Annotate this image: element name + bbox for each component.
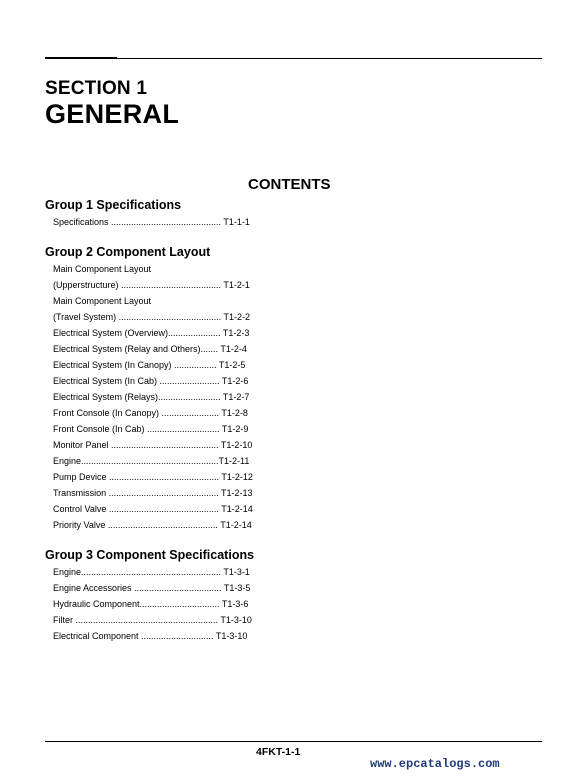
toc-entry[interactable]: Electrical System (Relay and Others)....... T1-2-4 bbox=[53, 344, 247, 354]
toc-entry[interactable]: Monitor Panel ........................................... T1-2-10 bbox=[53, 440, 253, 450]
toc-entry[interactable]: Front Console (In Cab) ............................. T1-2-9 bbox=[53, 424, 249, 434]
toc-group-3 bbox=[45, 547, 285, 644]
toc-entry[interactable]: Specifications ............................................ T1-1-1 bbox=[53, 217, 250, 227]
top-rule bbox=[45, 58, 542, 59]
toc-entry[interactable]: Electrical System (In Cab) ........................ T1-2-6 bbox=[53, 376, 249, 386]
toc-entry[interactable]: (Upperstructure) ........................................ T1-2-1 bbox=[53, 280, 250, 290]
toc-group-2 bbox=[45, 244, 285, 533]
group-title: Group 2 Component Layout bbox=[45, 245, 211, 259]
toc-entry[interactable]: Engine.......................................................T1-2-11 bbox=[53, 456, 250, 466]
table-of-contents bbox=[45, 197, 285, 644]
toc-entry[interactable]: Electrical System (Relays)......................... T1-2-7 bbox=[53, 392, 250, 402]
footer-rule bbox=[45, 741, 542, 742]
toc-entry[interactable]: Engine........................................................ T1-3-1 bbox=[53, 567, 250, 577]
group-title: Group 1 Specifications bbox=[45, 198, 182, 212]
section-label: SECTION 1 bbox=[45, 78, 148, 99]
toc-entry[interactable]: (Travel System) ......................................... T1-2-2 bbox=[53, 312, 251, 322]
toc-entry[interactable]: Electrical System (Overview)..................... T1-2-3 bbox=[53, 328, 250, 338]
toc-group-1 bbox=[45, 197, 285, 230]
toc-entry[interactable]: Hydraulic Component................................ T1-3-6 bbox=[53, 599, 249, 609]
toc-entry[interactable]: Priority Valve ............................................ T1-2-14 bbox=[53, 520, 252, 530]
toc-entry[interactable]: Electrical System (In Canopy) ................. T1-2-5 bbox=[53, 360, 246, 370]
toc-entry[interactable]: Transmission ............................................ T1-2-13 bbox=[53, 488, 253, 498]
toc-entry[interactable]: Engine Accessories ................................... T1-3-5 bbox=[53, 583, 251, 593]
section-title: GENERAL bbox=[45, 99, 180, 129]
group-title: Group 3 Component Specifications bbox=[45, 548, 255, 562]
page-id: 4FKT-1-1 bbox=[256, 746, 301, 758]
toc-entry[interactable]: Filter ......................................................... T1-3-10 bbox=[53, 615, 252, 625]
toc-entry[interactable]: Control Valve ............................................ T1-2-14 bbox=[53, 504, 253, 514]
toc-entry[interactable]: Main Component Layout bbox=[53, 296, 152, 306]
toc-entry[interactable]: Pump Device ............................................ T1-2-12 bbox=[53, 472, 253, 482]
watermark: www.epcatalogs.com bbox=[370, 757, 500, 771]
toc-entry[interactable]: Front Console (In Canopy) ....................... T1-2-8 bbox=[53, 408, 248, 418]
toc-entry[interactable]: Electrical Component ............................. T1-3-10 bbox=[53, 631, 248, 641]
contents-heading: CONTENTS bbox=[248, 176, 331, 193]
toc-entry[interactable]: Main Component Layout bbox=[53, 264, 152, 274]
